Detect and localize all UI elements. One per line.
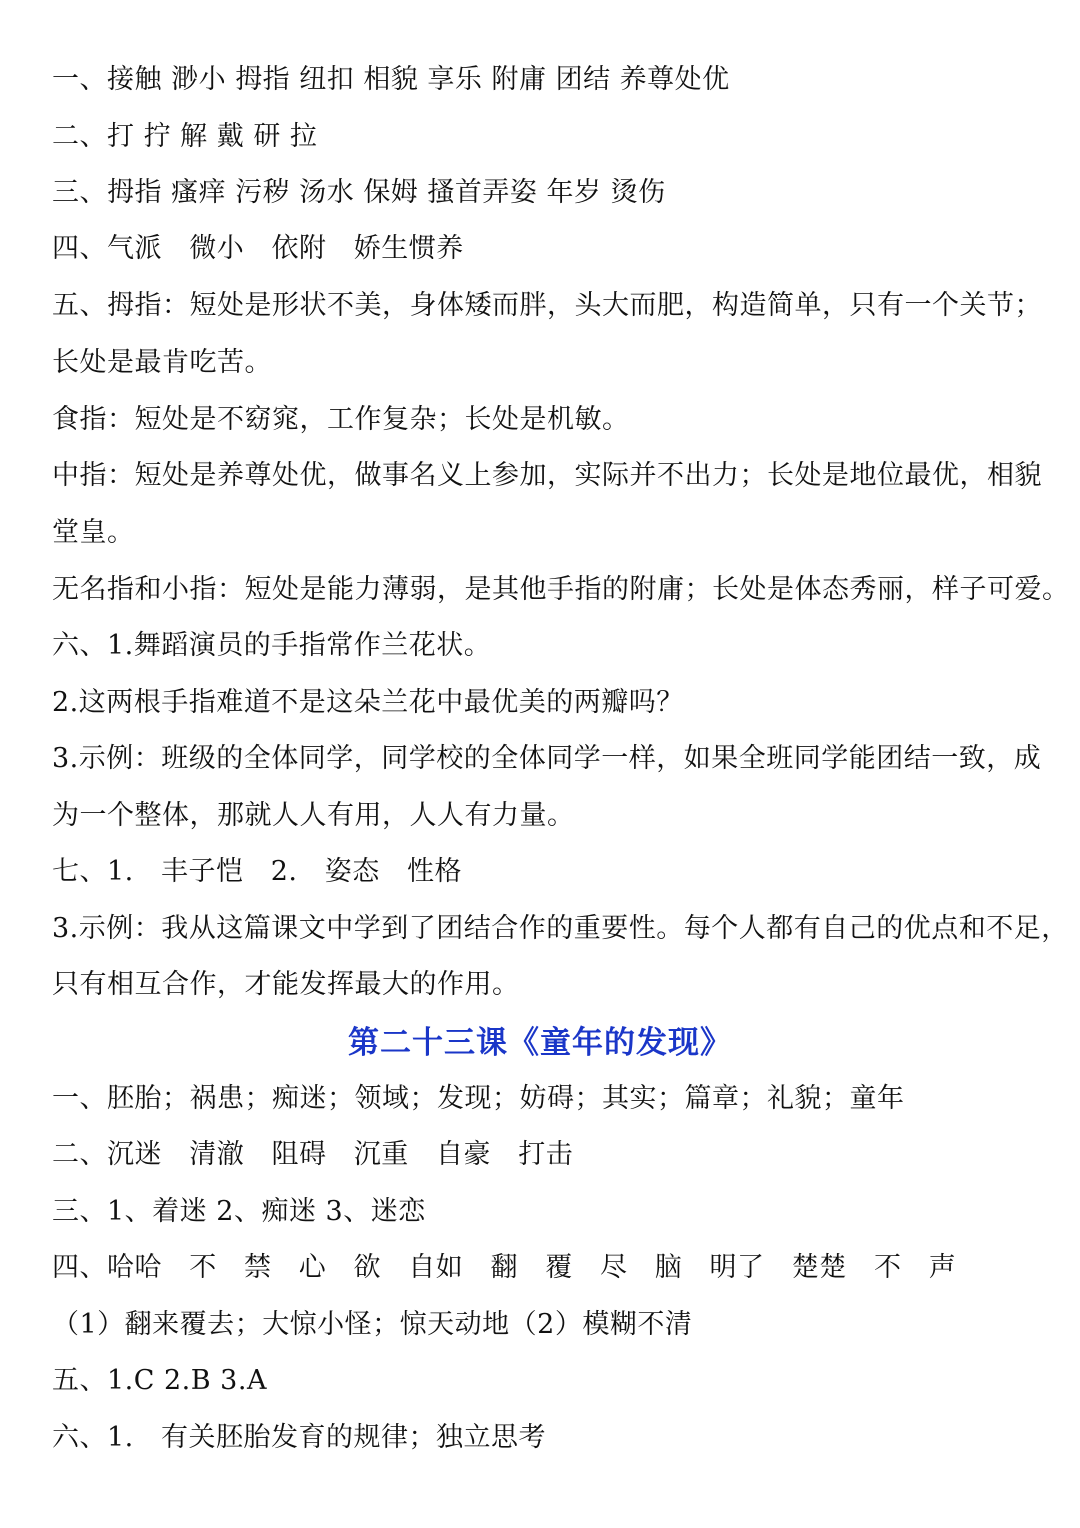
- answer-line-24: 六、1. 有关胚胎发育的规律；独立思考: [52, 1422, 547, 1453]
- answer-line-22: （1）翻来覆去；大惊小怪；惊天动地（2）模糊不清: [52, 1309, 693, 1340]
- answer-line-1: 一、接触 渺小 拇指 纽扣 相貌 享乐 附庸 团结 养尊处优: [52, 64, 730, 95]
- answer-line-12: 2.这两根手指难道不是这朵兰花中最优美的两瓣吗？: [52, 687, 684, 718]
- answer-line-8: 中指：短处是养尊处优，做事名义上参加，实际并不出力；长处是地位最优，相貌: [52, 460, 1042, 491]
- answer-line-7: 食指：短处是不窈窕，工作复杂；长处是机敏。: [52, 404, 630, 435]
- answer-line-20: 三、1、着迷 2、痴迷 3、迷恋: [52, 1196, 426, 1227]
- answer-line-15: 七、1. 丰子恺 2. 姿态 性格: [52, 856, 463, 887]
- answer-line-21: 四、哈哈 不 禁 心 欲 自如 翻 覆 尽 脑 明了 楚楚 不 声: [52, 1252, 957, 1283]
- answer-line-2: 二、打 拧 解 戴 研 拉: [52, 121, 318, 152]
- answer-line-5: 五、拇指：短处是形状不美，身体矮而胖，头大而肥，构造简单，只有一个关节；: [52, 290, 1042, 321]
- answer-line-3: 三、拇指 瘙痒 污秽 汤水 保姆 搔首弄姿 年岁 烫伤: [52, 177, 666, 208]
- answer-line-14: 为一个整体，那就人人有用，人人有力量。: [52, 800, 575, 831]
- answer-line-19: 二、沉迷 清澈 阻碍 沉重 自豪 打击: [52, 1139, 574, 1170]
- answer-line-16: 3.示例：我从这篇课文中学到了团结合作的重要性。每个人都有自己的优点和不足，: [52, 913, 1069, 944]
- answer-line-10: 无名指和小指：短处是能力薄弱，是其他手指的附庸；长处是体态秀丽，样子可爱。: [52, 574, 1070, 605]
- answer-line-11: 六、1.舞蹈演员的手指常作兰花状。: [52, 630, 492, 661]
- answer-line-23: 五、1.C 2.B 3.A: [52, 1365, 267, 1396]
- answer-line-6: 长处是最肯吃苦。: [52, 347, 272, 378]
- section-title: 第二十三课《童年的发现》: [348, 1025, 732, 1061]
- answer-line-17: 只有相互合作，才能发挥最大的作用。: [52, 969, 520, 1000]
- answer-line-4: 四、气派 微小 依附 娇生惯养: [52, 233, 464, 264]
- answer-line-13: 3.示例：班级的全体同学，同学校的全体同学一样，如果全班同学能团结一致，成: [52, 743, 1042, 774]
- answer-line-18: 一、胚胎；祸患；痴迷；领域；发现；妨碍；其实；篇章；礼貌；童年: [52, 1083, 905, 1114]
- answer-line-9: 堂皇。: [52, 517, 135, 548]
